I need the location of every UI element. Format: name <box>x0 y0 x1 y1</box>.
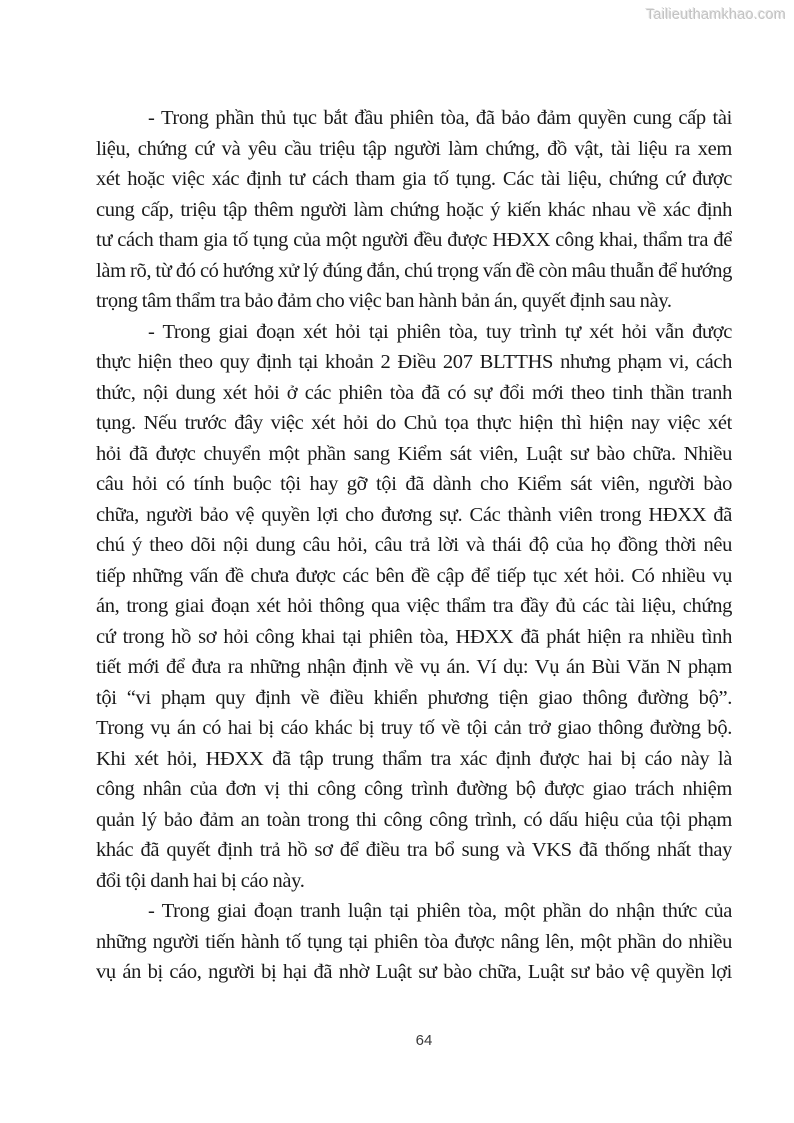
text-line: tội “vi phạm quy định về điều khiển phương tiện giao thông đường bộ”. <box>96 686 732 709</box>
text-line: câu hỏi có tính buộc tội hay gỡ tội đã dành cho Kiểm sát viên, người bào <box>96 473 732 495</box>
text-line: quản lý bảo đảm an toàn trong thi công công trình, có dấu hiệu của tội phạm <box>96 808 732 831</box>
paragraph <box>96 103 732 317</box>
text-line: cứ trong hồ sơ hỏi công khai tại phiên tòa, HĐXX đã phát hiện ra nhiều tình <box>96 625 732 648</box>
text-line: trọng tâm thẩm tra bảo đảm cho việc ban hành bản án, quyết định sau này. <box>96 290 672 312</box>
text-line: công nhân của đơn vị thi công công trình đường bộ được giao trách nhiệm <box>96 778 732 800</box>
text-line: liệu, chứng cứ và yêu cầu triệu tập người làm chứng, đồ vật, tài liệu ra xem <box>96 137 732 160</box>
text-line: thực hiện theo quy định tại khoản 2 Điều 207 BLTTHS nhưng phạm vi, cách <box>96 351 732 373</box>
page-number: 64 <box>415 1032 433 1049</box>
text-line: cung cấp, triệu tập thêm người làm chứng hoặc ý kiến khác nhau về xác định <box>96 198 732 221</box>
text-line: tiết mới để đưa ra những nhận định về vụ án. Ví dụ: Vụ án Bùi Văn N phạm <box>96 656 732 678</box>
text-line: Khi xét hỏi, HĐXX đã tập trung thẩm tra xác định được hai bị cáo này là <box>96 747 732 770</box>
text-line: - Trong phần thủ tục bắt đầu phiên tòa, đã bảo đảm quyền cung cấp tài <box>148 107 732 129</box>
text-line: tụng. Nếu trước đây việc xét hỏi do Chủ tọa thực hiện thì hiện nay việc xét <box>96 412 732 434</box>
page-footer <box>96 1032 752 1050</box>
text-line: - Trong giai đoạn xét hỏi tại phiên tòa, tuy trình tự xét hỏi vẫn được <box>148 320 732 343</box>
text-line: khác đã quyết định trả hồ sơ để điều tra bổ sung và VKS đã thống nhất thay <box>96 839 732 861</box>
text-line: đổi tội danh hai bị cáo này. <box>96 869 305 892</box>
text-line: thức, nội dung xét hỏi ở các phiên tòa đã có sự đổi mới theo tinh thần tranh <box>96 381 732 404</box>
text-line: vụ án bị cáo, người bị hại đã nhờ Luật sư bào chữa, Luật sư bảo vệ quyền lợi <box>96 961 732 983</box>
text-line: án, trong giai đoạn xét hỏi thông qua việc thẩm tra đầy đủ các tài liệu, chứng <box>96 595 732 617</box>
text-line: tiếp những vấn đề chưa được các bên đề cập để tiếp tục xét hỏi. Có nhiều vụ <box>96 564 732 587</box>
document-body <box>96 103 732 988</box>
text-line: chữa, người bảo vệ quyền lợi cho đương sự. Các thành viên trong HĐXX đã <box>96 503 732 526</box>
text-line: tư cách tham gia tố tụng của một người đều được HĐXX công khai, thẩm tra để <box>96 229 732 251</box>
text-line: làm rõ, từ đó có hướng xử lý đúng đắn, chú trọng vấn đề còn mâu thuẫn để hướng <box>96 259 732 282</box>
paragraph <box>96 317 732 897</box>
text-line: những người tiến hành tố tụng tại phiên tòa được nâng lên, một phần do nhiều <box>96 930 732 953</box>
text-line: xét hoặc việc xác định tư cách tham gia tố tụng. Các tài liệu, chứng cứ được <box>96 168 732 190</box>
watermark-text: Tailieuthamkhao.com <box>645 7 786 23</box>
text-line: chú ý theo dõi nội dung câu hỏi, câu trả lời và thái độ của họ đồng thời nêu <box>96 534 732 556</box>
text-line: - Trong giai đoạn tranh luận tại phiên tòa, một phần do nhận thức của <box>148 900 732 922</box>
paragraph <box>96 896 732 988</box>
text-line: Trong vụ án có hai bị cáo khác bị truy tố về tội cản trở giao thông đường bộ. <box>96 717 732 739</box>
text-line: hỏi đã được chuyển một phần sang Kiểm sát viên, Luật sư bào chữa. Nhiều <box>96 442 732 465</box>
